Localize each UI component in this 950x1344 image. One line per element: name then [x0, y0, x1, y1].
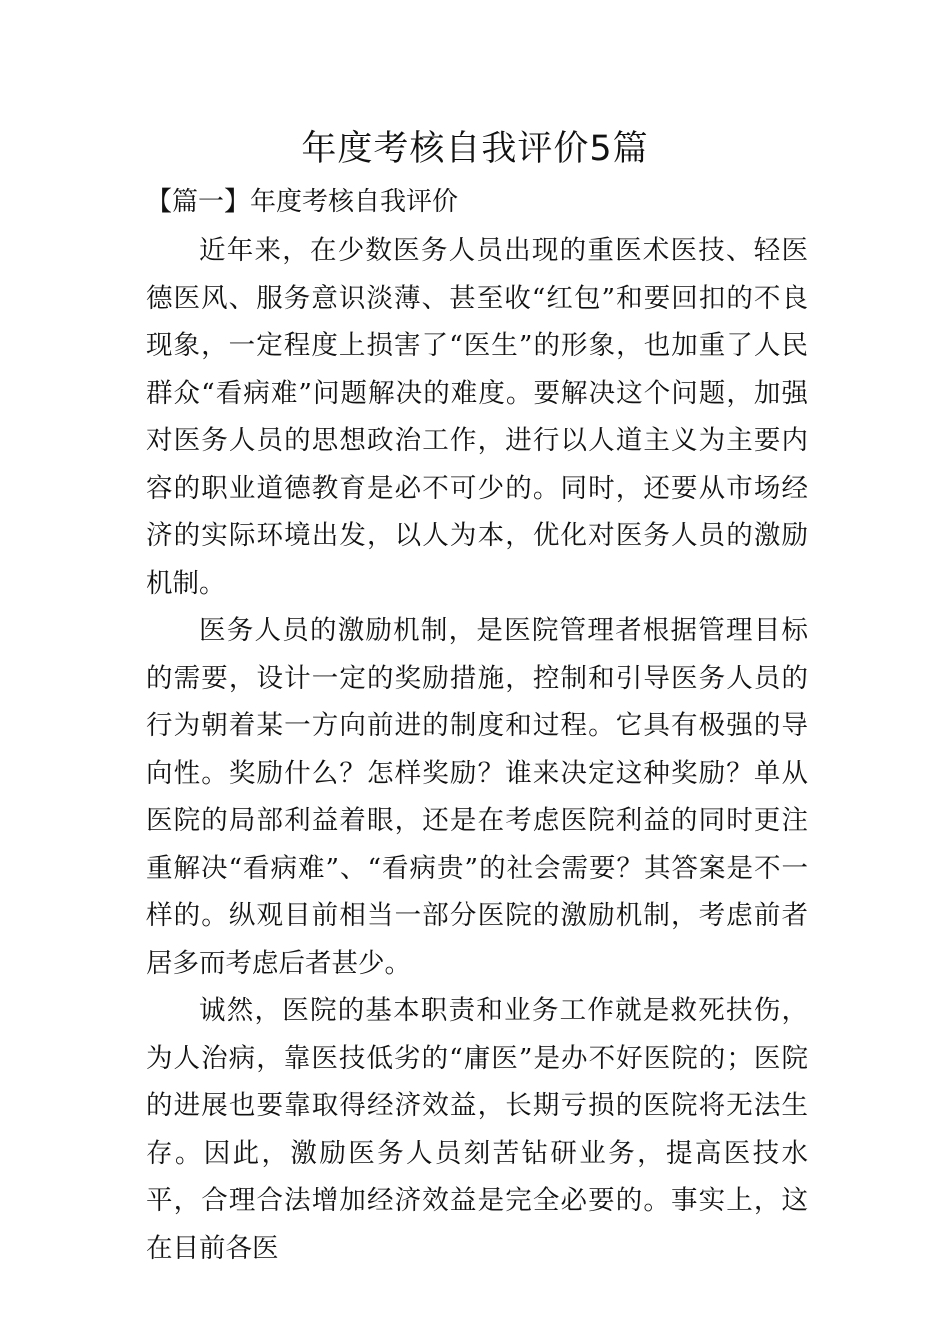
- section-heading: 【篇一】年度考核自我评价: [146, 187, 459, 217]
- document-body: [146, 227, 808, 1272]
- paragraph-2: 医务人员的激励机制，是医院管理者根据管理目标的需要，设计一定的奖励措施，控制和引导医务人员的行为朝着某一方向前进的制度和过程。它具有极强的导向性。奖励什么？怎样奖励？谁来决定这种奖励？单从医院的局部利益着眼，还是在考虑医院利益的同时更注重解决“看病难”、“看病贵”的社会需要？其答案是不一样的。纵观目前相当一部分医院的激励机制，考虑前者居多而考虑后者甚少。: [146, 615, 808, 979]
- paragraph-1: 近年来，在少数医务人员出现的重医术医技、轻医德医风、服务意识淡薄、甚至收“红包”和要回扣的不良现象，一定程度上损害了“医生”的形象，也加重了人民群众“看病难”问题解决的难度。要解决这个问题，加强对医务人员的思想政治工作，进行以人道主义为主要内容的职业道德教育是必不可少的。同时，还要从市场经济的实际环境出发，以人为本，优化对医务人员的激励机制。: [146, 235, 808, 599]
- paragraph-3: 诚然，医院的基本职责和业务工作就是救死扶伤，为人治病，靠医技低劣的“庸医”是办不好医院的；医院的进展也要靠取得经济效益，长期亏损的医院将无法生存。因此，激励医务人员刻苦钻研业务，提高医技水平，合理合法增加经济效益是完全必要的。事实上，这在目前各医: [146, 995, 808, 1264]
- document-title: 年度考核自我评价5篇: [301, 129, 649, 169]
